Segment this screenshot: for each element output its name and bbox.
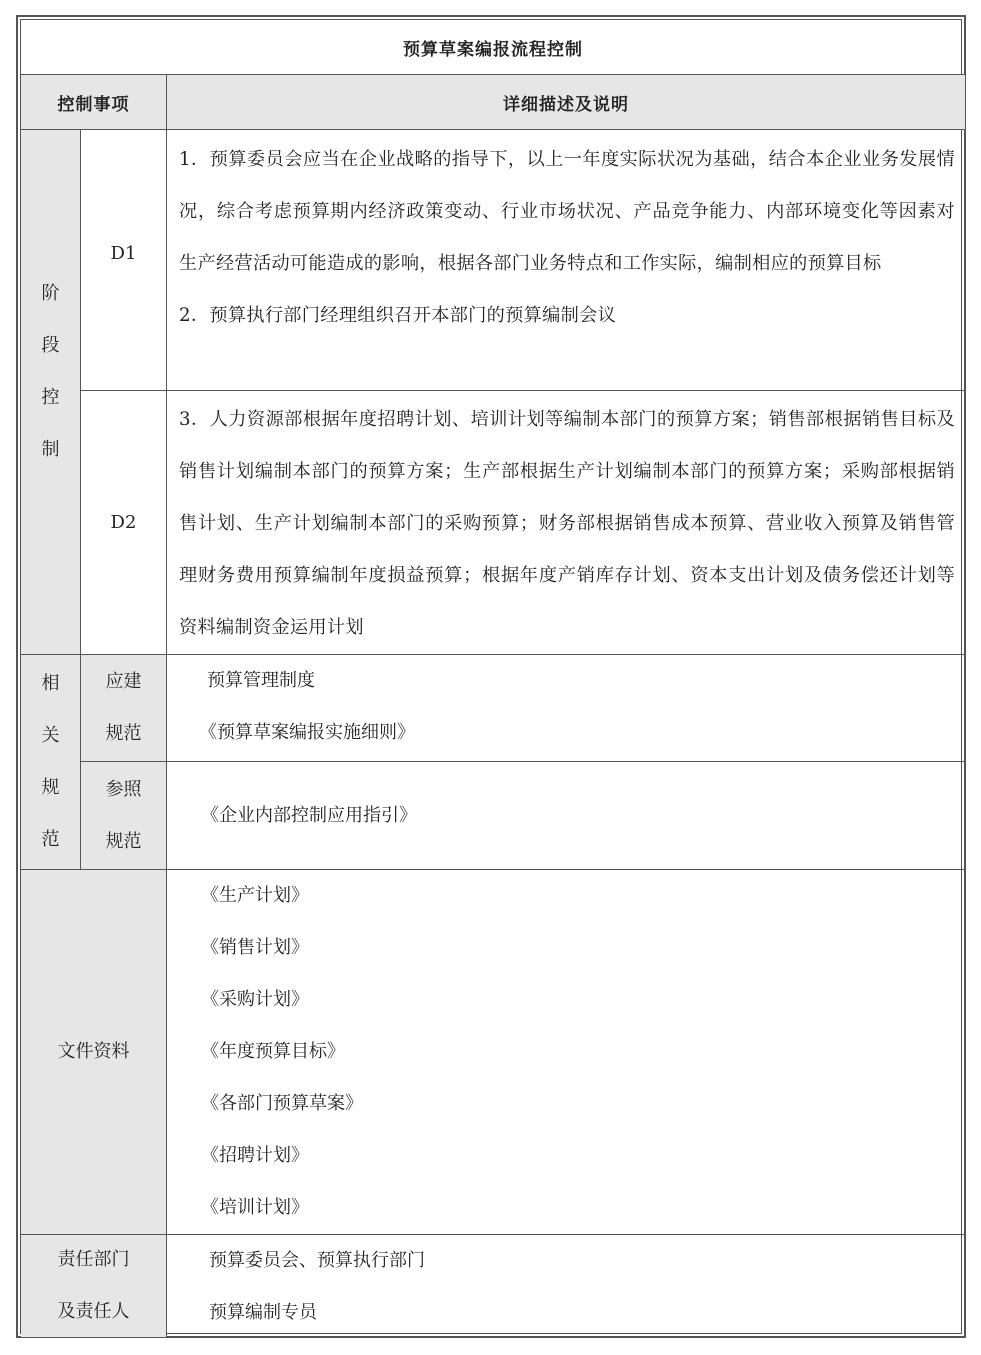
control-table [16, 15, 966, 1338]
document-item: 《招聘计划》 [201, 1145, 309, 1166]
norm-item: 预算管理制度 [207, 670, 315, 691]
table-inner [20, 19, 962, 1334]
table-title: 预算草案编报流程控制 [403, 39, 583, 60]
stage-control-label [21, 129, 81, 654]
should-build-norms-list [167, 654, 965, 761]
norms-label-char: 关 [41, 725, 60, 746]
norms-label-char: 相 [41, 673, 60, 694]
reference-norms-list [167, 761, 965, 869]
norms-label-char: 规 [41, 777, 60, 798]
stage-label-char: 阶 [41, 283, 60, 304]
stage-label-char: 控 [41, 387, 60, 408]
stage-d2-description [167, 390, 965, 654]
document-item: 《采购计划》 [201, 989, 309, 1010]
stage-d2-code: D2 [81, 390, 167, 654]
header-description: 详细描述及说明 [167, 74, 965, 129]
stage-d1-description [167, 129, 965, 390]
stage-label-char: 段 [41, 335, 60, 356]
responsibility-item: 预算委员会、预算执行部门 [209, 1250, 425, 1271]
reference-label-line: 规范 [105, 830, 142, 852]
norms-label-char: 范 [41, 829, 60, 850]
document-item: 《培训计划》 [201, 1197, 309, 1218]
should-build-label-line: 规范 [105, 723, 142, 744]
should-build-norms-label [81, 654, 167, 761]
stage-label-char: 制 [41, 439, 60, 460]
documents-label: 文件资料 [21, 869, 167, 1234]
d1-item: 1．预算委员会应当在企业战略的指导下，以上一年度实际状况为基础，结合本企业业务发展情况，综合考虑预算期内经济政策变动、行业市场状况、产品竞争能力、内部环境变化等因素对生产经营活动可能造成的影响，根据各部门业务特点和工作实际，编制相应的预算目标 [179, 149, 955, 274]
responsibility-list [167, 1234, 965, 1337]
responsibility-label-line: 及责任人 [57, 1301, 130, 1322]
document-item: 《生产计划》 [201, 885, 309, 906]
stage-d1-code: D1 [81, 129, 167, 390]
responsibility-label [21, 1234, 167, 1337]
document-item: 《各部门预算草案》 [201, 1093, 363, 1114]
responsibility-label-line: 责任部门 [57, 1249, 130, 1270]
norm-item: 《预算草案编报实施细则》 [199, 722, 415, 743]
document-item: 《年度预算目标》 [201, 1041, 345, 1062]
header-control-item: 控制事项 [21, 74, 167, 129]
norm-item: 《企业内部控制应用指引》 [201, 804, 417, 826]
d2-item: 3．人力资源部根据年度招聘计划、培训计划等编制本部门的预算方案；销售部根据销售目标及销售计划编制本部门的预算方案；生产部根据生产计划编制本部门的预算方案；采购部根据销售计划、生产计划编制本部门的采购预算；财务部根据销售成本预算、营业收入预算及销售管理财务费用预算编制年度损益预算；根据年度产销库存计划、资本支出计划及债务偿还计划等资料编制资金运用计划 [179, 409, 955, 638]
documents-list [167, 869, 965, 1234]
d1-item: 2．预算执行部门经理组织召开本部门的预算编制会议 [179, 305, 617, 326]
reference-norms-label [81, 761, 167, 869]
related-norms-label [21, 654, 81, 869]
should-build-label-line: 应建 [105, 671, 142, 692]
responsibility-item: 预算编制专员 [209, 1302, 317, 1323]
document-item: 《销售计划》 [201, 937, 309, 958]
reference-label-line: 参照 [105, 778, 142, 800]
